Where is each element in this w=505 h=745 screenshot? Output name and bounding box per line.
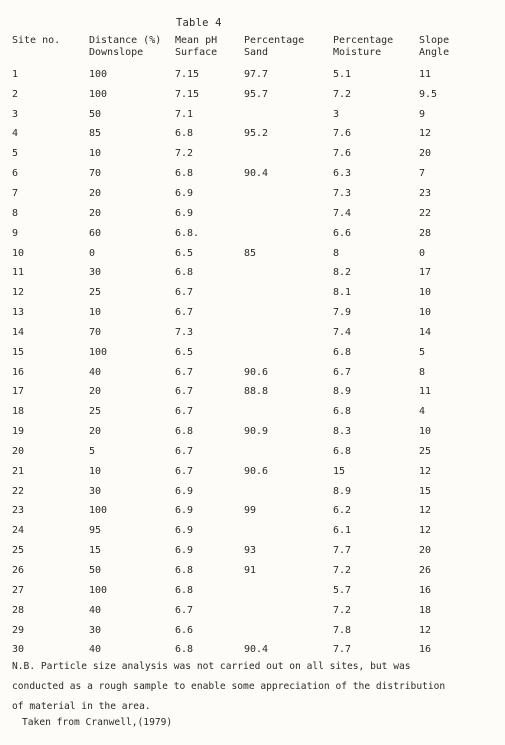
cell-percentage-sand bbox=[244, 263, 333, 283]
cell-percentage-moisture: 7.9 bbox=[333, 307, 352, 319]
cell-distance: 5 bbox=[89, 445, 96, 457]
cell-percentage-sand bbox=[244, 482, 333, 502]
cell-percentage-moisture: 7.4 bbox=[333, 207, 352, 219]
cell-distance: 30 bbox=[89, 267, 102, 279]
cell-distance: 25 bbox=[89, 287, 102, 299]
cell-mean-ph: 6.8 bbox=[175, 267, 194, 279]
cell-slope-angle: 22 bbox=[419, 207, 432, 219]
cell-slope-angle: 10 bbox=[419, 287, 432, 299]
cell-percentage-sand bbox=[244, 402, 333, 422]
cell-percentage-sand: 90.9 bbox=[244, 426, 269, 438]
cell-slope-angle: 10 bbox=[419, 307, 432, 319]
table-row bbox=[12, 65, 489, 85]
cell-slope-angle: 12 bbox=[419, 525, 432, 537]
cell-site-no: 9 bbox=[12, 227, 19, 239]
table-row bbox=[12, 363, 489, 383]
cell-distance: 100 bbox=[89, 505, 108, 517]
table-row bbox=[12, 244, 489, 264]
cell-percentage-moisture: 6.3 bbox=[333, 168, 352, 180]
table-row bbox=[12, 621, 489, 641]
cell-slope-angle: 11 bbox=[419, 386, 432, 398]
cell-percentage-sand: 95.2 bbox=[244, 128, 269, 140]
header-percentage-moisture: Percentage Moisture bbox=[333, 35, 394, 58]
cell-distance: 100 bbox=[89, 88, 108, 100]
cell-mean-ph: 6.5 bbox=[175, 346, 194, 358]
cell-mean-ph: 6.7 bbox=[175, 604, 194, 616]
header-percentage-sand: Percentage Sand bbox=[244, 35, 305, 58]
cell-mean-ph: 6.7 bbox=[175, 406, 194, 418]
cell-mean-ph: 6.8. bbox=[175, 227, 200, 239]
cell-slope-angle: 25 bbox=[419, 445, 432, 457]
cell-distance: 60 bbox=[89, 227, 102, 239]
cell-percentage-moisture: 3 bbox=[333, 108, 340, 120]
cell-site-no: 29 bbox=[12, 624, 25, 636]
cell-site-no: 28 bbox=[12, 604, 25, 616]
cell-percentage-moisture: 7.2 bbox=[333, 565, 352, 577]
cell-percentage-sand bbox=[244, 621, 333, 641]
cell-slope-angle: 28 bbox=[419, 227, 432, 239]
cell-percentage-sand bbox=[244, 521, 333, 541]
cell-percentage-moisture: 7.7 bbox=[333, 644, 352, 656]
cell-slope-angle: 20 bbox=[419, 148, 432, 160]
cell-percentage-moisture: 7.7 bbox=[333, 545, 352, 557]
cell-mean-ph: 7.15 bbox=[175, 68, 200, 80]
cell-distance: 15 bbox=[89, 545, 102, 557]
cell-slope-angle: 12 bbox=[419, 624, 432, 636]
cell-mean-ph: 6.9 bbox=[175, 505, 194, 517]
cell-percentage-sand: 85 bbox=[244, 247, 257, 259]
cell-mean-ph: 6.8 bbox=[175, 426, 194, 438]
header-site-no: Site no. bbox=[12, 35, 61, 46]
cell-site-no: 11 bbox=[12, 267, 25, 279]
cell-percentage-sand: 95.7 bbox=[244, 88, 269, 100]
cell-percentage-moisture: 6.7 bbox=[333, 366, 352, 378]
cell-slope-angle: 0 bbox=[419, 247, 426, 259]
cell-slope-angle: 9.5 bbox=[419, 88, 438, 100]
cell-slope-angle: 12 bbox=[419, 465, 432, 477]
header-slope-angle: Slope Angle bbox=[419, 35, 450, 58]
header-distance: Distance (%) Downslope bbox=[89, 35, 162, 58]
table-row bbox=[12, 85, 489, 105]
cell-distance: 0 bbox=[89, 247, 96, 259]
footnote bbox=[12, 657, 498, 717]
table-row bbox=[12, 601, 489, 621]
cell-site-no: 27 bbox=[12, 584, 25, 596]
cell-percentage-moisture: 6.6 bbox=[333, 227, 352, 239]
cell-percentage-sand bbox=[244, 184, 333, 204]
footnote-line: N.B. Particle size analysis was not carried out on all sites, but was bbox=[12, 661, 411, 672]
cell-site-no: 3 bbox=[12, 108, 19, 120]
cell-percentage-sand bbox=[244, 303, 333, 323]
table-row bbox=[12, 144, 489, 164]
cell-distance: 70 bbox=[89, 168, 102, 180]
cell-site-no: 15 bbox=[12, 346, 25, 358]
cell-percentage-sand bbox=[244, 105, 333, 125]
cell-slope-angle: 4 bbox=[419, 406, 426, 418]
cell-distance: 20 bbox=[89, 426, 102, 438]
cell-distance: 20 bbox=[89, 386, 102, 398]
cell-distance: 70 bbox=[89, 326, 102, 338]
table-row bbox=[12, 224, 489, 244]
table-row bbox=[12, 502, 489, 522]
cell-percentage-sand bbox=[244, 343, 333, 363]
cell-site-no: 25 bbox=[12, 545, 25, 557]
cell-site-no: 6 bbox=[12, 168, 19, 180]
table-row bbox=[12, 442, 489, 462]
cell-distance: 100 bbox=[89, 584, 108, 596]
cell-percentage-sand: 90.4 bbox=[244, 168, 269, 180]
table-row bbox=[12, 204, 489, 224]
cell-slope-angle: 12 bbox=[419, 505, 432, 517]
cell-site-no: 20 bbox=[12, 445, 25, 457]
cell-percentage-moisture: 7.4 bbox=[333, 326, 352, 338]
table-row bbox=[12, 581, 489, 601]
cell-distance: 20 bbox=[89, 207, 102, 219]
cell-site-no: 10 bbox=[12, 247, 25, 259]
cell-site-no: 8 bbox=[12, 207, 19, 219]
table-row bbox=[12, 402, 489, 422]
cell-distance: 20 bbox=[89, 187, 102, 199]
cell-percentage-moisture: 6.8 bbox=[333, 346, 352, 358]
cell-distance: 10 bbox=[89, 148, 102, 160]
cell-slope-angle: 20 bbox=[419, 545, 432, 557]
cell-slope-angle: 15 bbox=[419, 485, 432, 497]
table-row bbox=[12, 383, 489, 403]
cell-percentage-sand: 90.6 bbox=[244, 465, 269, 477]
cell-site-no: 24 bbox=[12, 525, 25, 537]
cell-percentage-sand: 97.7 bbox=[244, 68, 269, 80]
table-row bbox=[12, 343, 489, 363]
cell-site-no: 7 bbox=[12, 187, 19, 199]
cell-site-no: 16 bbox=[12, 366, 25, 378]
cell-distance: 30 bbox=[89, 485, 102, 497]
cell-percentage-sand: 90.4 bbox=[244, 644, 269, 656]
cell-mean-ph: 6.7 bbox=[175, 307, 194, 319]
cell-percentage-sand: 91 bbox=[244, 565, 257, 577]
table-row bbox=[12, 184, 489, 204]
cell-site-no: 18 bbox=[12, 406, 25, 418]
cell-percentage-moisture: 7.2 bbox=[333, 604, 352, 616]
cell-percentage-sand bbox=[244, 581, 333, 601]
table-row bbox=[12, 283, 489, 303]
cell-mean-ph: 6.9 bbox=[175, 485, 194, 497]
cell-distance: 30 bbox=[89, 624, 102, 636]
table-row bbox=[12, 462, 489, 482]
cell-site-no: 19 bbox=[12, 426, 25, 438]
header-row bbox=[12, 35, 489, 65]
cell-site-no: 30 bbox=[12, 644, 25, 656]
cell-distance: 100 bbox=[89, 68, 108, 80]
cell-distance: 50 bbox=[89, 108, 102, 120]
cell-site-no: 13 bbox=[12, 307, 25, 319]
cell-mean-ph: 6.6 bbox=[175, 624, 194, 636]
cell-percentage-sand: 88.8 bbox=[244, 386, 269, 398]
cell-mean-ph: 6.9 bbox=[175, 187, 194, 199]
cell-distance: 50 bbox=[89, 565, 102, 577]
cell-percentage-sand: 99 bbox=[244, 505, 257, 517]
cell-percentage-sand bbox=[244, 204, 333, 224]
cell-mean-ph: 6.8 bbox=[175, 128, 194, 140]
cell-percentage-sand bbox=[244, 442, 333, 462]
cell-distance: 95 bbox=[89, 525, 102, 537]
cell-percentage-moisture: 7.6 bbox=[333, 128, 352, 140]
cell-mean-ph: 7.3 bbox=[175, 326, 194, 338]
cell-site-no: 17 bbox=[12, 386, 25, 398]
cell-distance: 40 bbox=[89, 644, 102, 656]
table-row bbox=[12, 164, 489, 184]
cell-percentage-moisture: 7.6 bbox=[333, 148, 352, 160]
cell-percentage-moisture: 8.9 bbox=[333, 485, 352, 497]
cell-percentage-sand: 93 bbox=[244, 545, 257, 557]
cell-percentage-moisture: 6.8 bbox=[333, 406, 352, 418]
cell-mean-ph: 6.5 bbox=[175, 247, 194, 259]
cell-percentage-moisture: 8.2 bbox=[333, 267, 352, 279]
cell-percentage-moisture: 8 bbox=[333, 247, 340, 259]
cell-mean-ph: 7.1 bbox=[175, 108, 194, 120]
footnote-line: of material in the area. bbox=[12, 701, 151, 712]
cell-slope-angle: 11 bbox=[419, 68, 432, 80]
cell-mean-ph: 6.7 bbox=[175, 366, 194, 378]
cell-slope-angle: 5 bbox=[419, 346, 426, 358]
table-row bbox=[12, 482, 489, 502]
cell-slope-angle: 16 bbox=[419, 644, 432, 656]
table-title: Table 4 bbox=[176, 17, 222, 29]
cell-percentage-moisture: 6.1 bbox=[333, 525, 352, 537]
cell-mean-ph: 7.15 bbox=[175, 88, 200, 100]
cell-mean-ph: 6.8 bbox=[175, 584, 194, 596]
footnote-line: conducted as a rough sample to enable some appreciation of the distribution bbox=[12, 681, 446, 692]
cell-slope-angle: 7 bbox=[419, 168, 426, 180]
cell-site-no: 4 bbox=[12, 128, 19, 140]
cell-mean-ph: 6.9 bbox=[175, 525, 194, 537]
cell-percentage-moisture: 7.2 bbox=[333, 88, 352, 100]
cell-mean-ph: 6.8 bbox=[175, 565, 194, 577]
table-row bbox=[12, 125, 489, 145]
cell-slope-angle: 12 bbox=[419, 128, 432, 140]
cell-mean-ph: 7.2 bbox=[175, 148, 194, 160]
cell-distance: 100 bbox=[89, 346, 108, 358]
cell-slope-angle: 23 bbox=[419, 187, 432, 199]
cell-site-no: 22 bbox=[12, 485, 25, 497]
cell-distance: 40 bbox=[89, 604, 102, 616]
cell-site-no: 12 bbox=[12, 287, 25, 299]
cell-percentage-moisture: 6.8 bbox=[333, 445, 352, 457]
cell-slope-angle: 17 bbox=[419, 267, 432, 279]
cell-percentage-sand bbox=[244, 144, 333, 164]
table-body bbox=[12, 65, 489, 660]
cell-mean-ph: 6.8 bbox=[175, 644, 194, 656]
cell-slope-angle: 18 bbox=[419, 604, 432, 616]
cell-distance: 10 bbox=[89, 307, 102, 319]
table-row bbox=[12, 323, 489, 343]
cell-percentage-moisture: 8.9 bbox=[333, 386, 352, 398]
table-row bbox=[12, 105, 489, 125]
cell-mean-ph: 6.7 bbox=[175, 445, 194, 457]
cell-distance: 40 bbox=[89, 366, 102, 378]
cell-mean-ph: 6.9 bbox=[175, 207, 194, 219]
cell-site-no: 2 bbox=[12, 88, 19, 100]
cell-distance: 25 bbox=[89, 406, 102, 418]
cell-percentage-moisture: 5.1 bbox=[333, 68, 352, 80]
source-citation: Taken from Cranwell,(1979) bbox=[22, 717, 173, 728]
cell-percentage-moisture: 8.3 bbox=[333, 426, 352, 438]
cell-percentage-sand: 90.6 bbox=[244, 366, 269, 378]
table-row bbox=[12, 561, 489, 581]
cell-slope-angle: 9 bbox=[419, 108, 426, 120]
cell-percentage-sand bbox=[244, 323, 333, 343]
cell-percentage-moisture: 6.2 bbox=[333, 505, 352, 517]
table-row bbox=[12, 263, 489, 283]
cell-mean-ph: 6.9 bbox=[175, 545, 194, 557]
cell-percentage-moisture: 5.7 bbox=[333, 584, 352, 596]
table-row bbox=[12, 422, 489, 442]
table-row bbox=[12, 303, 489, 323]
cell-percentage-moisture: 7.8 bbox=[333, 624, 352, 636]
cell-percentage-sand bbox=[244, 224, 333, 244]
cell-site-no: 14 bbox=[12, 326, 25, 338]
cell-slope-angle: 16 bbox=[419, 584, 432, 596]
cell-mean-ph: 6.7 bbox=[175, 287, 194, 299]
cell-percentage-sand bbox=[244, 283, 333, 303]
cell-mean-ph: 6.7 bbox=[175, 386, 194, 398]
data-table bbox=[12, 35, 489, 660]
cell-distance: 85 bbox=[89, 128, 102, 140]
cell-slope-angle: 10 bbox=[419, 426, 432, 438]
cell-distance: 10 bbox=[89, 465, 102, 477]
table-row bbox=[12, 541, 489, 561]
cell-mean-ph: 6.8 bbox=[175, 168, 194, 180]
cell-site-no: 1 bbox=[12, 68, 19, 80]
cell-percentage-moisture: 15 bbox=[333, 465, 346, 477]
cell-percentage-sand bbox=[244, 601, 333, 621]
cell-slope-angle: 14 bbox=[419, 326, 432, 338]
table-row bbox=[12, 521, 489, 541]
cell-percentage-moisture: 8.1 bbox=[333, 287, 352, 299]
cell-slope-angle: 8 bbox=[419, 366, 426, 378]
header-mean-ph: Mean pH Surface bbox=[175, 35, 218, 58]
cell-site-no: 23 bbox=[12, 505, 25, 517]
cell-percentage-moisture: 7.3 bbox=[333, 187, 352, 199]
cell-slope-angle: 26 bbox=[419, 565, 432, 577]
cell-mean-ph: 6.7 bbox=[175, 465, 194, 477]
cell-site-no: 5 bbox=[12, 148, 19, 160]
cell-site-no: 26 bbox=[12, 565, 25, 577]
cell-site-no: 21 bbox=[12, 465, 25, 477]
